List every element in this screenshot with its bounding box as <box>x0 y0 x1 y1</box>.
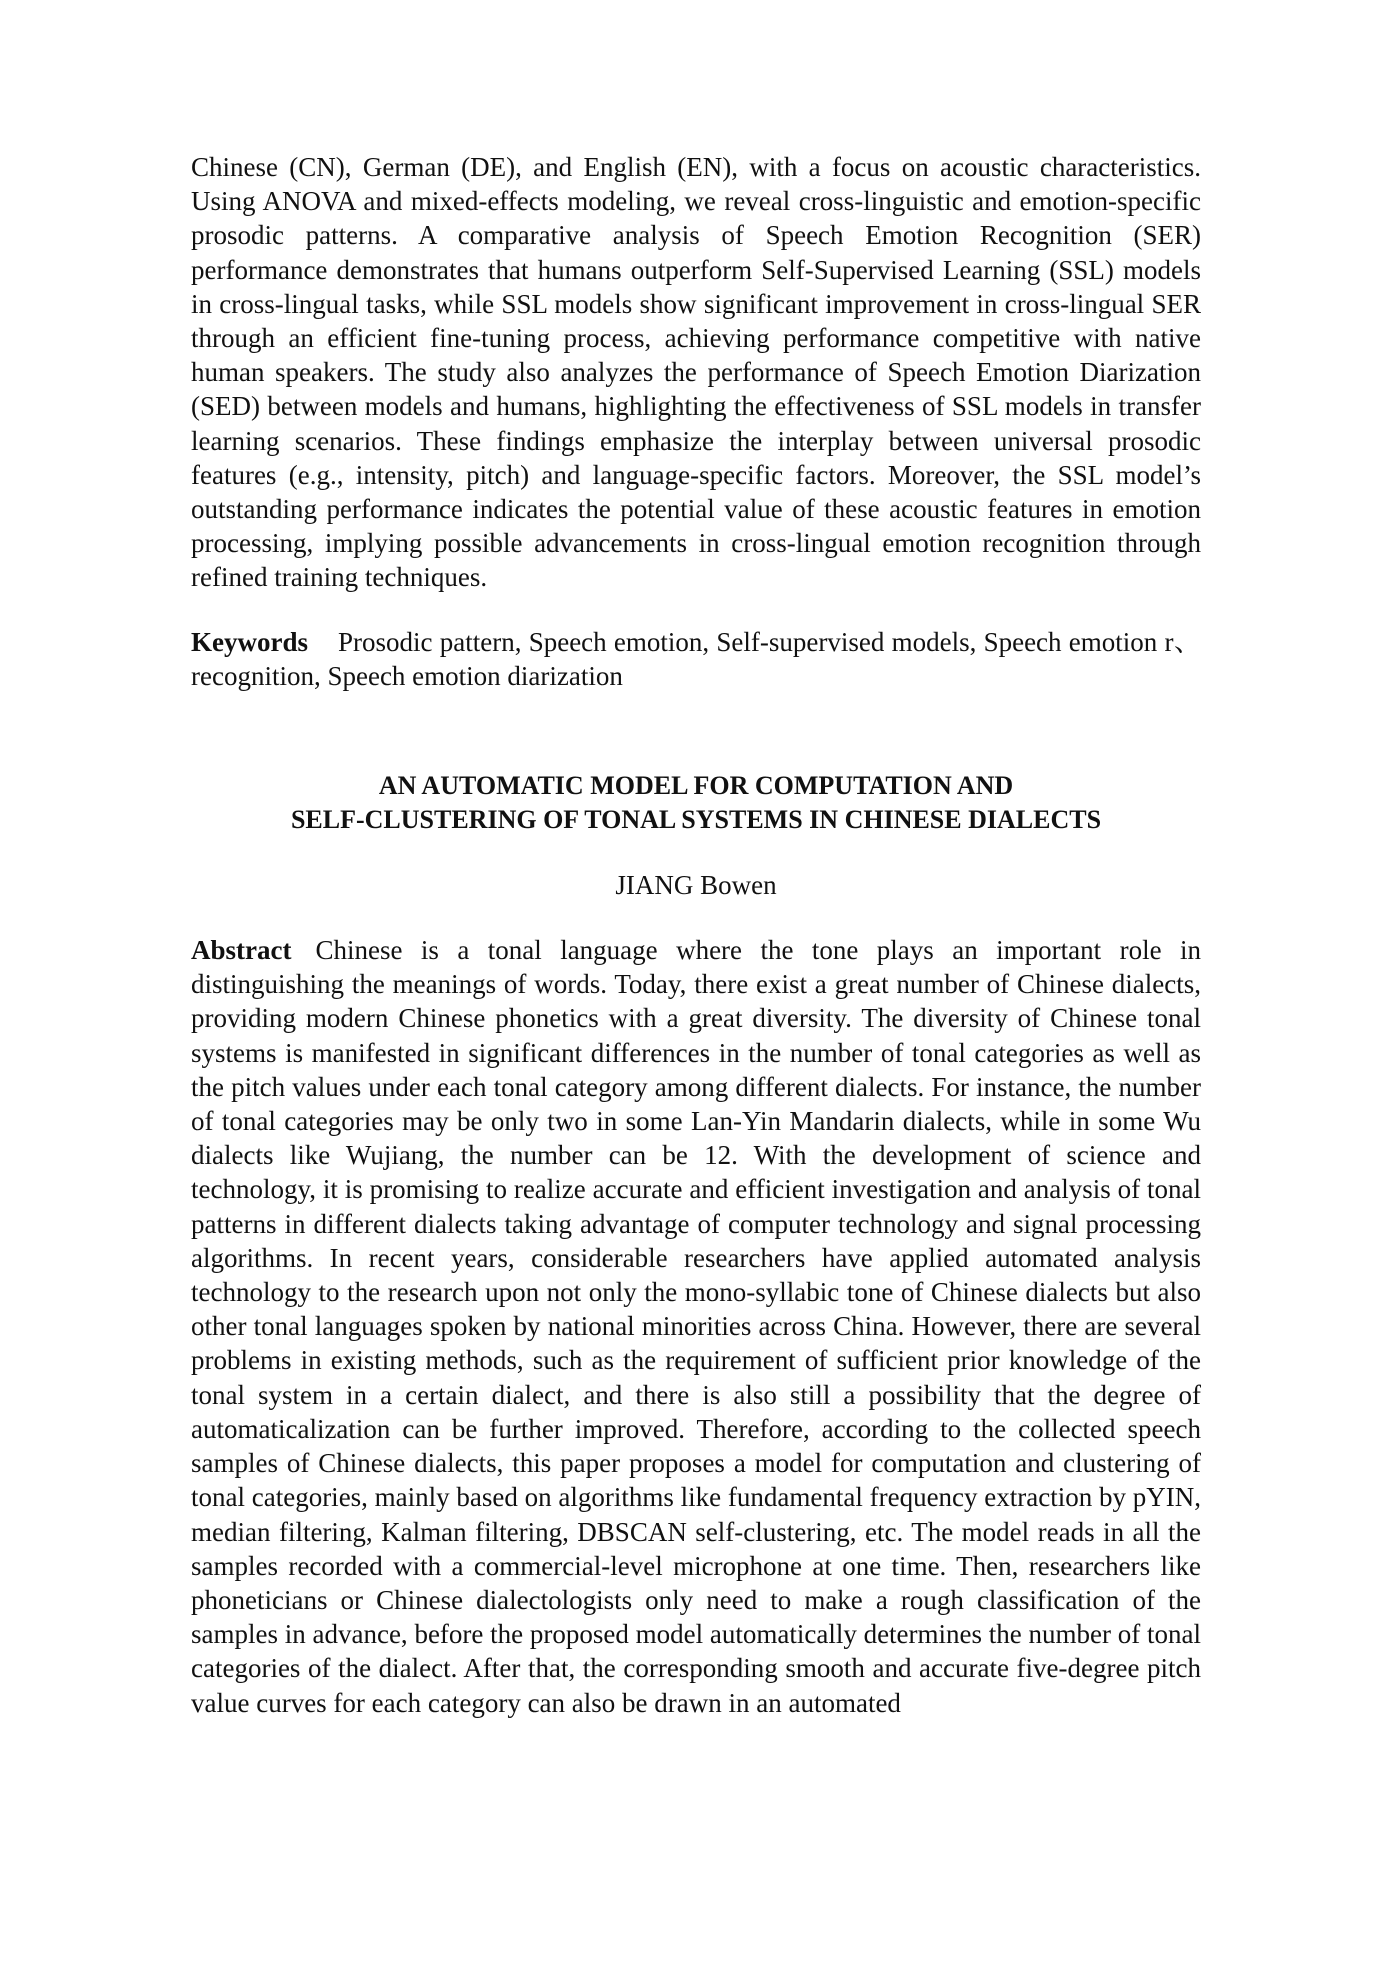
abstract-text: Chinese is a tonal language where the tone plays an important role in distinguishing the meanings of words. Today, there exist a great number of Chinese dialects, providing modern Chinese phonetics with a great diversity. The diversity of Chinese tonal systems is manifested in significant differences in the number of tonal categories as well as the pitch values under each tonal category among different dialects. For instance, the number of tonal categories may be only two in some Lan-Yin Mandarin dialects, while in some Wu dialects like Wujiang, the number can be 12. With the development of science and technology, it is promising to realize accurate and efficient investigation and analysis of tonal patterns in different dialects taking advantage of computer technology and signal processing algorithms. In recent years, considerable researchers have applied automated analysis technology to the research upon not only the mono-syllabic tone of Chinese dialects but also other tonal languages spoken by national minorities across China. However, there are several problems in existing methods, such as the requirement of sufficient prior knowledge of the tonal system in a certain dialect, and there is also still a possibility that the degree of automaticalization can be further improved. Therefore, according to the collected speech samples of Chinese dialects, this paper proposes a model for computation and clustering of tonal categories, mainly based on algorithms like fundamental frequency extraction by pYIN, median filtering, Kalman filtering, DBSCAN self-clustering, etc. The model reads in all the samples recorded with a commercial-level microphone at one time. Then, researchers like phoneticians or Chinese dialectologists only need to make a rough classification of the samples in advance, before the proposed model automatically determines the number of tonal categories of the dialect. After that, the corresponding smooth and accurate five-degree pitch value curves for each category can also be drawn in an automated <box>191 935 1201 1718</box>
abstract-label: Abstract <box>191 935 292 966</box>
paper-title <box>191 769 1201 837</box>
keywords-paragraph <box>191 625 1201 693</box>
page-content <box>191 150 1201 1720</box>
abstract-paragraph <box>191 933 1201 1720</box>
paper-title-line-2: SELF-CLUSTERING OF TONAL SYSTEMS IN CHINESE DIALECTS <box>290 805 1102 835</box>
abstract-continuation: Chinese (CN), German (DE), and English (EN), with a focus on acoustic characteristics. Using ANOVA and mixed-effects modeling, we reveal cross-linguistic and emotion-specific prosodic patterns. A comparative analysis of Speech Emotion Recognition (SER) performance demonstrates that humans outperform Self-Supervised Learning (SSL) models in cross-lingual tasks, while SSL models show significant improvement in cross-lingual SER through an efficient fine-tuning process, achieving performance competitive with native human speakers. The study also analyzes the performance of Speech Emotion Diarization (SED) between models and humans, highlighting the effectiveness of SSL models in transfer learning scenarios. These findings emphasize the interplay between universal prosodic features (e.g., intensity, pitch) and language-specific factors. Moreover, the SSL model’s outstanding performance indicates the potential value of these acoustic features in emotion processing, implying possible advancements in cross-lingual emotion recognition through refined training techniques. <box>191 152 1201 593</box>
paper-author: JIANG Bowen <box>615 870 777 901</box>
paper-title-line-1: AN AUTOMATIC MODEL FOR COMPUTATION AND <box>378 771 1014 801</box>
keywords-label: Keywords <box>191 626 308 657</box>
keywords-text: Prosodic pattern, Speech emotion, Self-supervised models, Speech emotion r、recognition, Speech emotion diarization <box>191 626 1201 691</box>
